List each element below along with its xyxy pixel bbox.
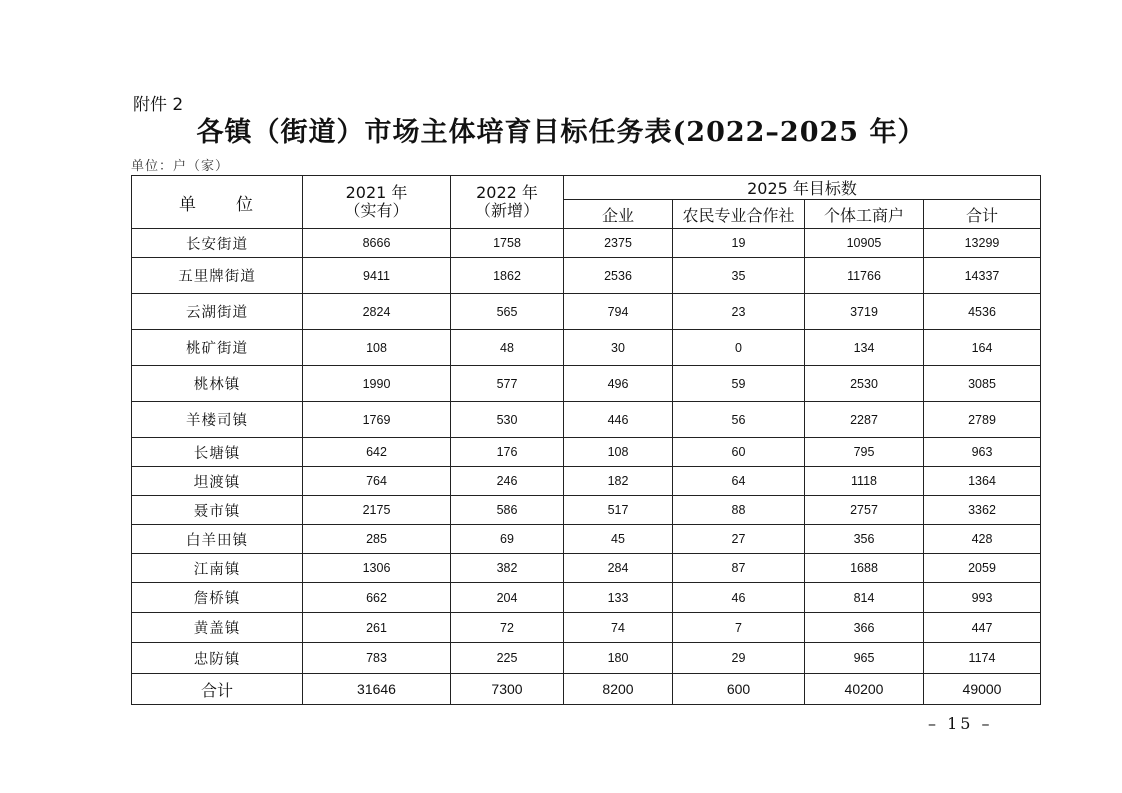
row-2022: 225 xyxy=(451,643,564,674)
row-unit-name: 黄盖镇 xyxy=(132,613,303,643)
row-individual: 814 xyxy=(805,583,924,613)
table-row xyxy=(132,294,1041,330)
header-2022-note: （新增） xyxy=(474,201,539,220)
total-sum: 49000 xyxy=(924,674,1041,705)
attachment-label: 附件 2 xyxy=(133,95,184,115)
row-individual: 134 xyxy=(805,330,924,366)
header-unit: 单 位 xyxy=(132,176,303,229)
row-individual: 2530 xyxy=(805,366,924,402)
row-individual: 10905 xyxy=(805,229,924,258)
row-sum: 3085 xyxy=(924,366,1041,402)
row-2022: 1758 xyxy=(451,229,564,258)
row-unit-name: 白羊田镇 xyxy=(132,525,303,554)
header-individual: 个体工商户 xyxy=(805,200,924,229)
row-coop: 59 xyxy=(673,366,805,402)
header-enterprise: 企业 xyxy=(564,200,673,229)
row-enterprise: 30 xyxy=(564,330,673,366)
row-2021: 1306 xyxy=(303,554,451,583)
row-2021: 2175 xyxy=(303,496,451,525)
row-2022: 586 xyxy=(451,496,564,525)
row-enterprise: 45 xyxy=(564,525,673,554)
row-coop: 7 xyxy=(673,613,805,643)
table-row xyxy=(132,438,1041,467)
row-enterprise: 446 xyxy=(564,402,673,438)
row-coop: 60 xyxy=(673,438,805,467)
row-unit-name: 忠防镇 xyxy=(132,643,303,674)
target-table xyxy=(131,175,1041,705)
row-unit-name: 羊楼司镇 xyxy=(132,402,303,438)
row-unit-name: 聂市镇 xyxy=(132,496,303,525)
row-individual: 3719 xyxy=(805,294,924,330)
table-row xyxy=(132,583,1041,613)
row-coop: 64 xyxy=(673,467,805,496)
row-2021: 108 xyxy=(303,330,451,366)
row-unit-name: 长塘镇 xyxy=(132,438,303,467)
row-enterprise: 2536 xyxy=(564,258,673,294)
row-2021: 764 xyxy=(303,467,451,496)
row-2022: 204 xyxy=(451,583,564,613)
row-unit-name: 桃矿街道 xyxy=(132,330,303,366)
total-label: 合计 xyxy=(132,674,303,705)
row-coop: 23 xyxy=(673,294,805,330)
row-sum: 447 xyxy=(924,613,1041,643)
row-sum: 4536 xyxy=(924,294,1041,330)
header-2021-note: （实有） xyxy=(344,201,409,220)
row-enterprise: 133 xyxy=(564,583,673,613)
page-title: 各镇（街道）市场主体培育目标任务表(2022–2025 年） xyxy=(196,117,926,148)
row-sum: 1174 xyxy=(924,643,1041,674)
row-enterprise: 794 xyxy=(564,294,673,330)
row-enterprise: 517 xyxy=(564,496,673,525)
table-row xyxy=(132,258,1041,294)
row-coop: 27 xyxy=(673,525,805,554)
table-row xyxy=(132,554,1041,583)
table-row xyxy=(132,496,1041,525)
row-coop: 88 xyxy=(673,496,805,525)
row-unit-name: 詹桥镇 xyxy=(132,583,303,613)
row-individual: 366 xyxy=(805,613,924,643)
row-individual: 2757 xyxy=(805,496,924,525)
row-individual: 965 xyxy=(805,643,924,674)
row-2022: 72 xyxy=(451,613,564,643)
row-2022: 565 xyxy=(451,294,564,330)
row-sum: 2059 xyxy=(924,554,1041,583)
header-2022-year: 2022 年 xyxy=(476,183,538,202)
total-2021: 31646 xyxy=(303,674,451,705)
row-2022: 246 xyxy=(451,467,564,496)
row-individual: 356 xyxy=(805,525,924,554)
row-coop: 0 xyxy=(673,330,805,366)
table-row xyxy=(132,229,1041,258)
row-coop: 46 xyxy=(673,583,805,613)
table-body xyxy=(132,229,1041,674)
row-2022: 530 xyxy=(451,402,564,438)
row-2021: 783 xyxy=(303,643,451,674)
row-unit-name: 长安街道 xyxy=(132,229,303,258)
row-individual: 1118 xyxy=(805,467,924,496)
header-2025-target: 2025 年目标数 xyxy=(564,176,1041,200)
row-2021: 8666 xyxy=(303,229,451,258)
row-sum: 3362 xyxy=(924,496,1041,525)
row-enterprise: 74 xyxy=(564,613,673,643)
total-individual: 40200 xyxy=(805,674,924,705)
row-2021: 1990 xyxy=(303,366,451,402)
row-individual: 795 xyxy=(805,438,924,467)
row-2021: 662 xyxy=(303,583,451,613)
row-sum: 14337 xyxy=(924,258,1041,294)
row-enterprise: 108 xyxy=(564,438,673,467)
row-individual: 11766 xyxy=(805,258,924,294)
row-2022: 1862 xyxy=(451,258,564,294)
row-2022: 69 xyxy=(451,525,564,554)
row-enterprise: 180 xyxy=(564,643,673,674)
row-unit-name: 云湖街道 xyxy=(132,294,303,330)
table-row xyxy=(132,402,1041,438)
table-row xyxy=(132,330,1041,366)
header-coop: 农民专业合作社 xyxy=(673,200,805,229)
header-2021 xyxy=(303,176,451,229)
row-coop: 19 xyxy=(673,229,805,258)
total-2022: 7300 xyxy=(451,674,564,705)
row-sum: 963 xyxy=(924,438,1041,467)
page-number: – 15 – xyxy=(928,714,993,733)
unit-note: 单位：户（家） xyxy=(131,159,230,174)
total-coop: 600 xyxy=(673,674,805,705)
row-individual: 2287 xyxy=(805,402,924,438)
row-individual: 1688 xyxy=(805,554,924,583)
row-2022: 48 xyxy=(451,330,564,366)
table-total-row xyxy=(132,674,1041,705)
row-2022: 577 xyxy=(451,366,564,402)
table-row xyxy=(132,525,1041,554)
row-enterprise: 2375 xyxy=(564,229,673,258)
row-2021: 1769 xyxy=(303,402,451,438)
row-unit-name: 桃林镇 xyxy=(132,366,303,402)
row-2022: 176 xyxy=(451,438,564,467)
row-coop: 56 xyxy=(673,402,805,438)
total-enterprise: 8200 xyxy=(564,674,673,705)
header-2021-year: 2021 年 xyxy=(345,183,408,202)
row-sum: 428 xyxy=(924,525,1041,554)
header-2022 xyxy=(451,176,564,229)
row-2022: 382 xyxy=(451,554,564,583)
row-2021: 2824 xyxy=(303,294,451,330)
row-coop: 35 xyxy=(673,258,805,294)
table-row xyxy=(132,613,1041,643)
row-coop: 87 xyxy=(673,554,805,583)
row-sum: 1364 xyxy=(924,467,1041,496)
row-sum: 2789 xyxy=(924,402,1041,438)
row-2021: 642 xyxy=(303,438,451,467)
row-2021: 9411 xyxy=(303,258,451,294)
row-unit-name: 坦渡镇 xyxy=(132,467,303,496)
table-row xyxy=(132,643,1041,674)
row-sum: 993 xyxy=(924,583,1041,613)
row-coop: 29 xyxy=(673,643,805,674)
row-2021: 261 xyxy=(303,613,451,643)
row-2021: 285 xyxy=(303,525,451,554)
row-sum: 13299 xyxy=(924,229,1041,258)
row-unit-name: 五里牌街道 xyxy=(132,258,303,294)
row-enterprise: 182 xyxy=(564,467,673,496)
row-unit-name: 江南镇 xyxy=(132,554,303,583)
table-row xyxy=(132,366,1041,402)
table-row xyxy=(132,467,1041,496)
row-sum: 164 xyxy=(924,330,1041,366)
header-sum: 合计 xyxy=(924,200,1041,229)
row-enterprise: 284 xyxy=(564,554,673,583)
row-enterprise: 496 xyxy=(564,366,673,402)
